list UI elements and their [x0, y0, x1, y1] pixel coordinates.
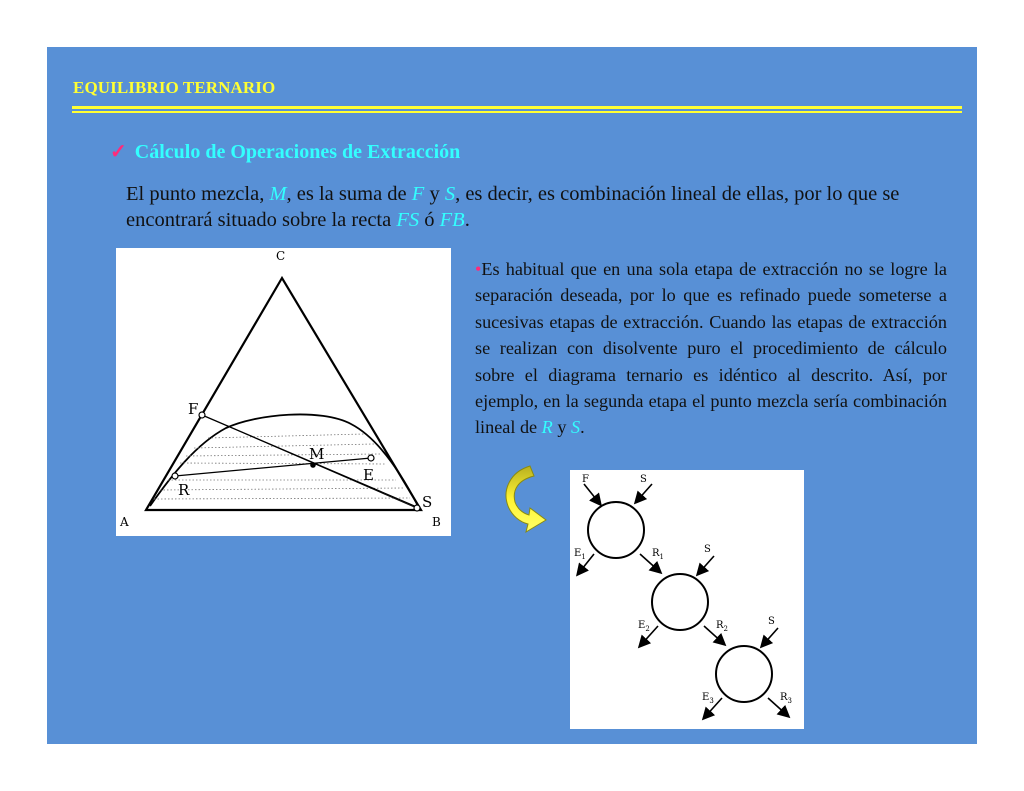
label-r2: $R_2$	[716, 620, 728, 633]
intro-var-m: M	[269, 183, 287, 205]
intro-paragraph	[126, 181, 946, 233]
stage-1-circle	[588, 502, 644, 558]
slide-title: EQUILIBRIO TERNARIO	[73, 78, 276, 97]
point-e	[368, 455, 374, 461]
intro-var-f: F	[411, 183, 425, 205]
label-r1: $R_1$	[652, 548, 664, 561]
label-point-m: M	[309, 445, 325, 463]
section-heading	[110, 139, 460, 164]
solvent-s3-arrow	[762, 628, 778, 646]
section-heading-text: Cálculo de Operaciones de Extracción	[134, 141, 461, 163]
explanation-text-end: .	[580, 417, 585, 438]
explanation-text-and: y	[552, 417, 571, 438]
ternary-diagram	[116, 248, 451, 536]
point-r	[172, 473, 178, 479]
line-r-e	[175, 458, 371, 476]
label-solvent-s3: S	[768, 616, 775, 627]
label-solvent-s1: S	[640, 474, 647, 485]
intro-var-s: S	[444, 183, 456, 205]
bullet-icon: •	[475, 259, 482, 279]
label-point-e: E	[363, 466, 374, 484]
multistage-diagram-svg	[570, 470, 804, 729]
intro-var-fs: FS	[396, 209, 420, 231]
label-e1: $E_1$	[574, 548, 586, 561]
title-rule-top	[72, 106, 962, 109]
feed-f-arrow	[584, 484, 600, 504]
label-e3: $E_3$	[702, 692, 714, 705]
intro-text-6: .	[464, 209, 470, 231]
explanation-paragraph	[475, 256, 947, 441]
intro-text-3: y	[424, 183, 445, 205]
label-point-r: R	[178, 481, 190, 499]
solvent-s2-arrow	[698, 556, 714, 574]
explanation-var-r: R	[541, 417, 553, 438]
label-vertex-b: B	[432, 515, 441, 529]
solvent-s1-arrow	[636, 484, 652, 502]
point-f	[199, 412, 205, 418]
explanation-var-s: S	[570, 417, 581, 438]
curved-arrow-icon	[500, 462, 550, 538]
point-s	[414, 505, 420, 511]
label-feed-f: F	[582, 474, 589, 485]
binodal-curve	[150, 414, 418, 506]
label-vertex-a: A	[120, 515, 129, 529]
intro-text-4: , es decir, es combinación lineal de ellas, por lo que se encontrará situado sobre la recta	[126, 183, 900, 231]
checkmark-icon: ✓	[110, 141, 127, 163]
label-e2: $E_2$	[638, 620, 650, 633]
stage-2-circle	[652, 574, 708, 630]
label-solvent-s2: S	[704, 544, 711, 555]
intro-var-fb: FB	[439, 209, 465, 231]
intro-text-2: , es la suma de	[286, 183, 412, 205]
intro-text-1: El punto mezcla,	[126, 183, 270, 205]
stage-3-circle	[716, 646, 772, 702]
point-m	[310, 462, 316, 468]
label-vertex-c: C	[276, 249, 286, 263]
title-rule-bottom	[72, 111, 962, 113]
label-r3: $R_3$	[780, 692, 792, 705]
multistage-diagram	[570, 470, 804, 729]
label-point-f: F	[188, 400, 199, 418]
intro-text-5: ó	[419, 209, 440, 231]
ternary-diagram-svg	[116, 248, 451, 536]
explanation-text: Es habitual que en una sola etapa de extracción no se logre la separación deseada, por lo que es refinado puede someterse a sucesivas etapas de extracción. Cuando las etapas de extracción se realizan con disolvente puro el procedimiento de cálculo sobre el diagrama ternario es idéntico al descrito. Así, por ejemplo, en la segunda etapa el punto mezcla sería combinación lineal de	[475, 259, 947, 438]
label-point-s: S	[422, 493, 433, 511]
